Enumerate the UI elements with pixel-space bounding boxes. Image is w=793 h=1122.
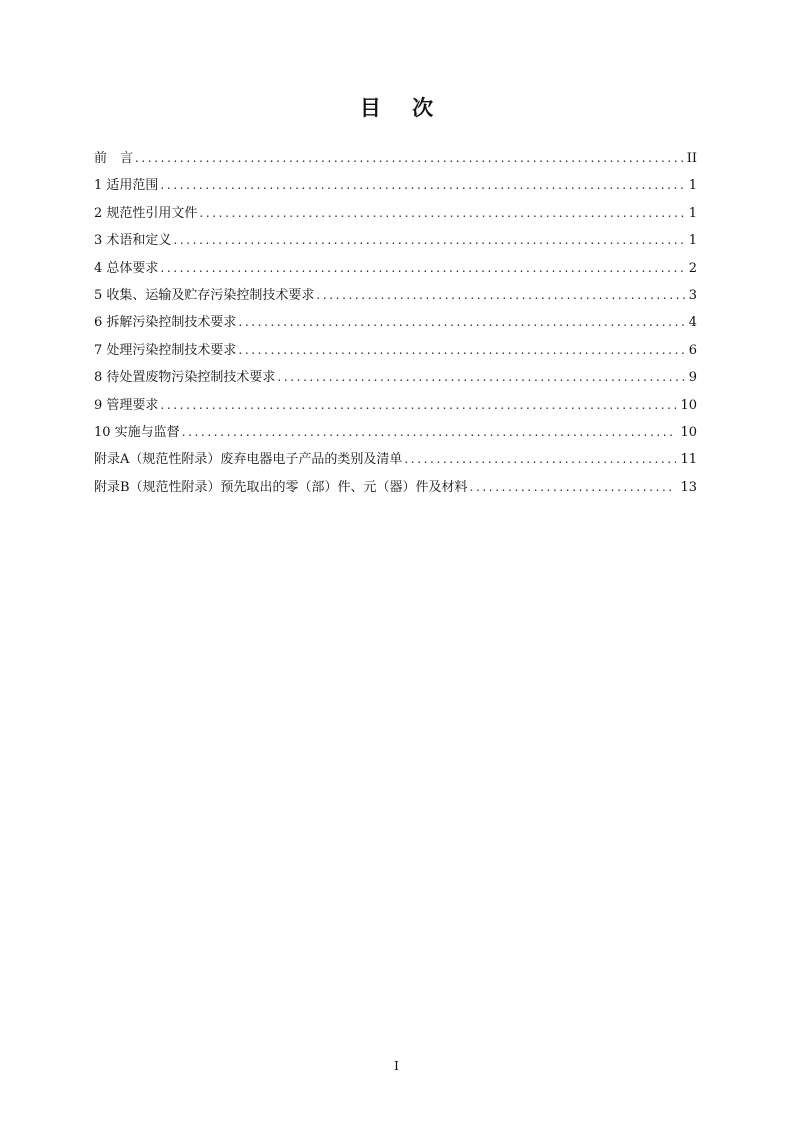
toc-entry-page: 4	[688, 315, 697, 331]
toc-entry-label: 5 收集、运输及贮存污染控制技术要求	[94, 287, 315, 303]
toc-dot-leader	[470, 474, 677, 501]
toc-entry-page: 11	[680, 452, 697, 468]
toc-entry-9[interactable]	[94, 392, 697, 419]
toc-dot-leader	[135, 145, 683, 172]
toc-dot-leader	[182, 419, 677, 446]
toc-dot-leader	[199, 200, 684, 227]
toc-entry-7[interactable]	[94, 337, 697, 364]
toc-entry-page: II	[686, 151, 697, 166]
toc-title: 目 次	[359, 96, 446, 120]
toc-entry-4[interactable]	[94, 255, 697, 282]
toc-entry-page: 9	[688, 370, 697, 386]
toc-dot-leader	[238, 309, 684, 336]
toc-entry-label: 1 适用范围	[94, 178, 159, 194]
toc-dot-leader	[316, 282, 684, 309]
toc-entry-page: 1	[688, 178, 697, 194]
toc-entry-label: 4 总体要求	[94, 260, 159, 276]
toc-entry-page: 1	[688, 233, 697, 249]
toc-entry-page: 1	[688, 205, 697, 221]
toc-entry-3[interactable]	[94, 227, 697, 254]
toc-entry-8[interactable]	[94, 364, 697, 391]
toc-entry-page: 3	[688, 287, 697, 303]
toc-entry-appendix-a[interactable]	[94, 446, 697, 473]
toc-dot-leader	[160, 172, 684, 199]
toc-entry-1[interactable]	[94, 172, 697, 199]
toc-entry-label: 6 拆解污染控制技术要求	[94, 315, 237, 331]
toc-dot-leader	[277, 364, 684, 391]
toc-entry-appendix-b[interactable]	[94, 474, 697, 501]
toc-entry-label: 10 实施与监督	[94, 424, 180, 440]
toc-entry-label: 前 言	[94, 151, 134, 166]
toc-entry-page: 6	[688, 342, 697, 358]
toc-entry-2[interactable]	[94, 200, 697, 227]
page-number: I	[394, 1059, 399, 1073]
toc-dot-leader	[160, 255, 684, 282]
toc-entry-page: 13	[680, 479, 697, 495]
toc-entry-page: 10	[680, 397, 697, 413]
toc-entry-label: 3 术语和定义	[94, 233, 172, 249]
toc-entry-preface[interactable]	[94, 145, 697, 172]
toc-dot-leader	[173, 227, 684, 254]
toc-entry-label: 附录B（规范性附录）预先取出的零（部）件、元（器）件及材料	[94, 479, 468, 495]
toc-entry-5[interactable]	[94, 282, 697, 309]
toc-dot-leader	[404, 446, 676, 473]
toc-entry-page: 2	[688, 260, 697, 276]
toc-entry-label: 7 处理污染控制技术要求	[94, 342, 237, 358]
toc-entry-label: 2 规范性引用文件	[94, 205, 198, 221]
toc-entry-label: 9 管理要求	[94, 397, 159, 413]
toc-entry-label: 8 待处置废物污染控制技术要求	[94, 370, 276, 386]
toc-entry-10[interactable]	[94, 419, 697, 446]
toc-dot-leader	[160, 392, 676, 419]
table-of-contents	[94, 145, 697, 501]
toc-entry-page: 10	[680, 424, 697, 440]
toc-entry-label: 附录A（规范性附录）废弃电器电子产品的类别及清单	[94, 452, 403, 468]
toc-dot-leader	[238, 337, 684, 364]
toc-entry-6[interactable]	[94, 309, 697, 336]
